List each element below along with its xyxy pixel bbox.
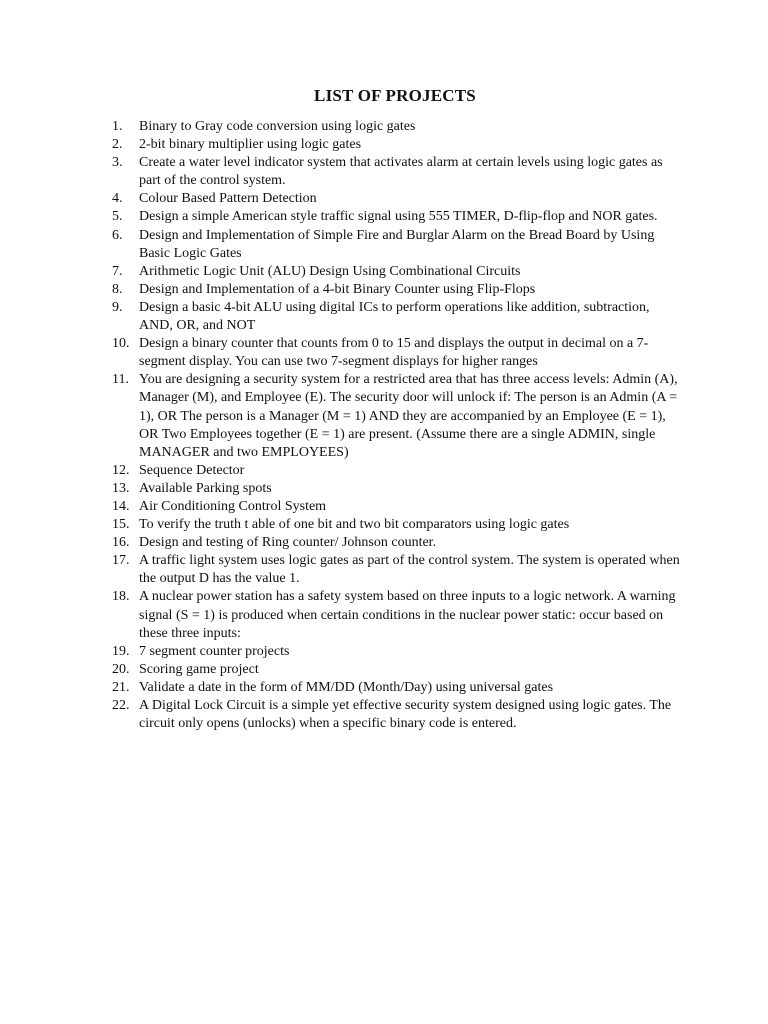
- item-number: 21.: [112, 679, 130, 695]
- list-item: [112, 371, 682, 461]
- item-text: Design a simple American style traffic signal using 555 TIMER, D-flip-flop and NOR gates.: [139, 209, 658, 225]
- list-item: [112, 534, 682, 552]
- list-item: [112, 679, 682, 697]
- item-text: A traffic light system uses logic gates as part of the control system. The system is operated when the output D has the value 1.: [139, 553, 680, 587]
- item-number: 8.: [112, 281, 123, 297]
- item-number: 19.: [112, 643, 130, 659]
- list-item: [112, 281, 682, 299]
- item-text: Design a binary counter that counts from 0 to 15 and displays the output in decimal on a 7-segment display. You can use two 7-segment displays for higher ranges: [139, 336, 649, 370]
- item-number: 17.: [112, 553, 130, 569]
- item-text: 2-bit binary multiplier using logic gates: [139, 137, 362, 153]
- item-number: 13.: [112, 480, 130, 496]
- item-text: Scoring game project: [139, 661, 259, 677]
- list-item: [112, 552, 682, 588]
- item-number: 15.: [112, 517, 130, 533]
- item-number: 22.: [112, 698, 130, 713]
- item-number: 7.: [112, 263, 123, 279]
- item-text: You are designing a security system for a restricted area that has three access levels: Admin (A), Manager (M), and Employee (E). The security door will unlock if: The person is an Admin (A = 1), OR The person is a Manager (M = 1) AND they are accompanied by an Employee (E = 1), OR Two Employees together (E = 1) are present. (Assume there are a single ADMIN, single MANAGER and two EMPLOYEES): [139, 372, 678, 460]
- list-item: [112, 136, 682, 154]
- item-number: 6.: [112, 227, 123, 243]
- item-number: 20.: [112, 661, 130, 677]
- item-number: 12.: [112, 462, 130, 478]
- item-text: Available Parking spots: [139, 480, 272, 496]
- item-text: Design a basic 4-bit ALU using digital ICs to perform operations like addition, subtraction, AND, OR, and NOT: [139, 299, 650, 334]
- item-number: 9.: [112, 299, 123, 315]
- item-text: A Digital Lock Circuit is a simple yet effective security system designed using logic gates. The circuit only opens (unlocks) when a specific binary code is entered.: [139, 698, 672, 732]
- item-number: 16.: [112, 535, 130, 551]
- list-item: [112, 498, 682, 516]
- page-title: LIST OF PROJECTS: [314, 86, 476, 105]
- project-list: [112, 118, 682, 733]
- list-item: [112, 154, 682, 190]
- item-text: 7 segment counter projects: [139, 643, 290, 659]
- item-text: Design and Implementation of Simple Fire and Burglar Alarm on the Bread Board by Using Basic Logic Gates: [139, 227, 655, 261]
- list-item: [112, 118, 682, 136]
- list-item: [112, 299, 682, 335]
- item-number: 14.: [112, 498, 130, 514]
- item-number: 3.: [112, 155, 123, 171]
- list-item: [112, 227, 682, 263]
- list-item: [112, 190, 682, 208]
- item-text: Arithmetic Logic Unit (ALU) Design Using Combinational Circuits: [139, 263, 521, 279]
- list-item: [112, 516, 682, 534]
- item-text: Colour Based Pattern Detection: [139, 191, 317, 207]
- item-text: Design and testing of Ring counter/ Johnson counter.: [139, 535, 437, 551]
- item-number: 10.: [112, 336, 130, 352]
- item-text: Binary to Gray code conversion using logic gates: [139, 119, 416, 134]
- item-text: Air Conditioning Control System: [139, 498, 327, 514]
- item-number: 4.: [112, 191, 123, 207]
- list-item: [112, 208, 682, 226]
- item-text: Sequence Detector: [139, 462, 245, 478]
- list-item: [112, 335, 682, 371]
- item-text: A nuclear power station has a safety system based on three inputs to a logic network. A warning signal (S = 1) is produced when certain conditions in the nuclear power static: occur based on these three inputs:: [139, 589, 676, 641]
- item-number: 5.: [112, 209, 123, 225]
- item-number: 18.: [112, 589, 130, 605]
- list-item: [112, 263, 682, 281]
- item-text: Create a water level indicator system that activates alarm at certain levels using logic gates as part of the control system.: [139, 155, 663, 189]
- item-number: 11.: [112, 372, 129, 388]
- list-item: [112, 480, 682, 498]
- item-text: Design and Implementation of a 4-bit Binary Counter using Flip-Flops: [139, 281, 536, 297]
- item-text: Validate a date in the form of MM/DD (Month/Day) using universal gates: [139, 679, 554, 695]
- list-item: [112, 643, 682, 661]
- list-item: [112, 462, 682, 480]
- list-item: [112, 661, 682, 679]
- list-item: [112, 697, 682, 733]
- item-text: To verify the truth t able of one bit and two bit comparators using logic gates: [139, 517, 570, 533]
- item-number: 1.: [112, 119, 123, 134]
- item-number: 2.: [112, 137, 123, 153]
- list-item: [112, 588, 682, 642]
